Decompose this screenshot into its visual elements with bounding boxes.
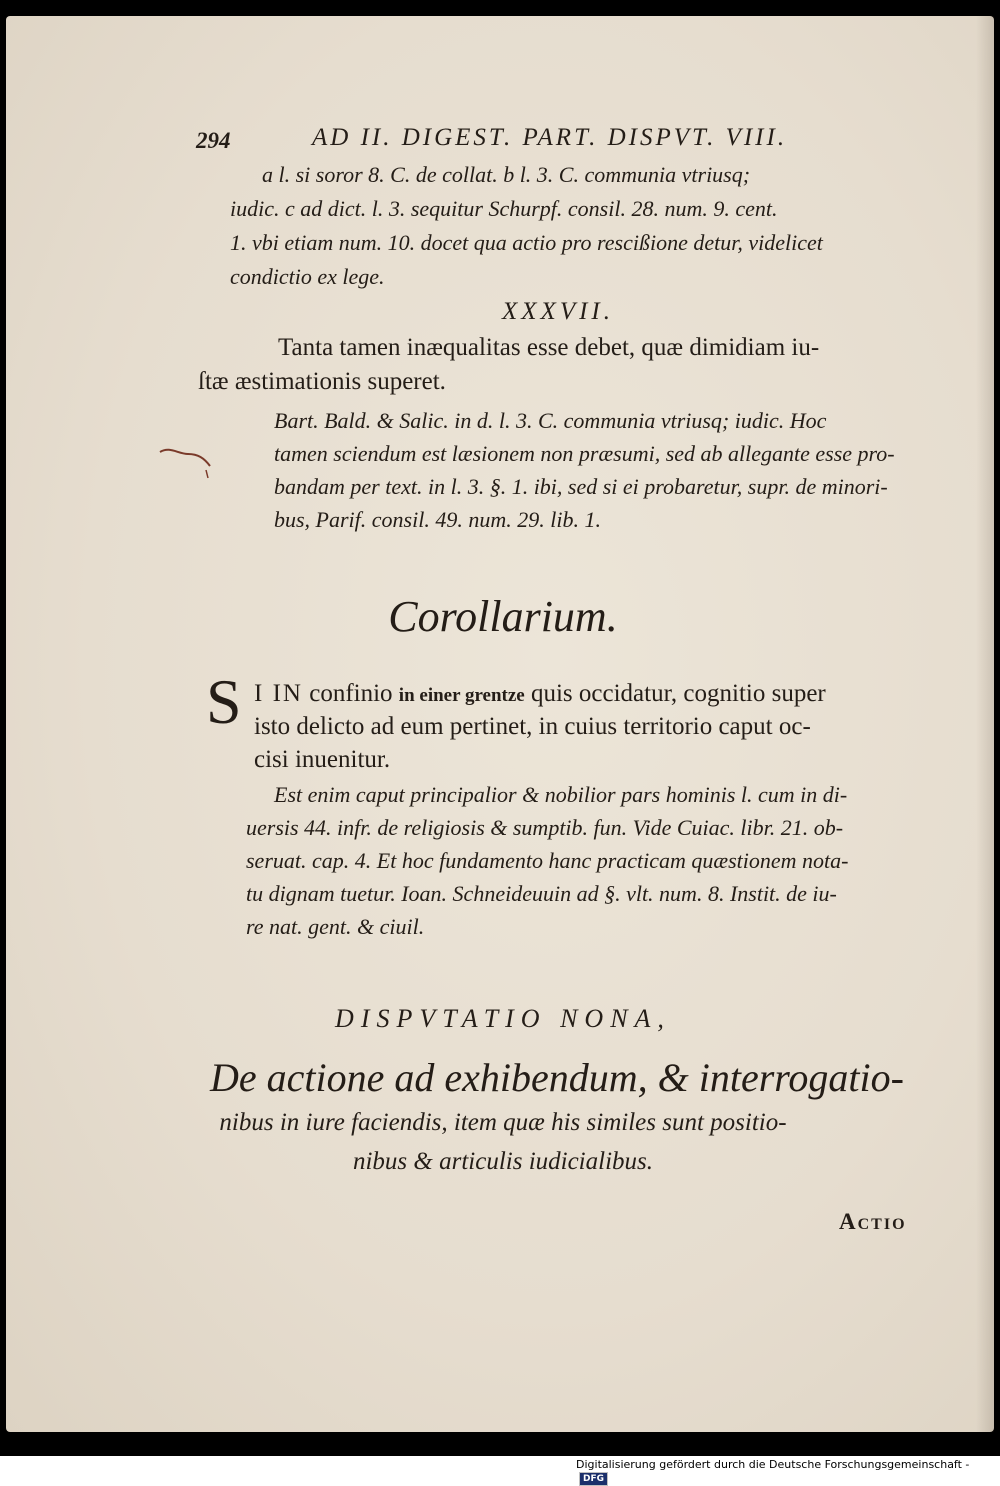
footer-text: Digitalisierung gefördert durch die Deutsche Forschungsgemeinschaft - bbox=[576, 1458, 970, 1471]
note-line: bandam per text. in l. 3. §. 1. ibi, sed si ei probaretur, supr. de minori- bbox=[274, 474, 888, 499]
note-line: bus, Parif. consil. 49. num. 29. lib. 1. bbox=[274, 507, 601, 532]
ink-marginal-mark bbox=[158, 440, 218, 480]
thesis-line: ſtæ æstimationis superet. bbox=[198, 368, 446, 395]
text-fragment: confinio bbox=[309, 680, 393, 707]
note-line: re nat. gent. & ciuil. bbox=[246, 914, 425, 939]
disputatio-heading: DISPVTATIO NONA, bbox=[335, 1004, 671, 1033]
note-line: a l. si soror 8. C. de collat. b l. 3. C. communia vtriusq; bbox=[262, 162, 751, 187]
note-line: 1. vbi etiam num. 10. docet qua actio pro rescißione detur, videlicet bbox=[230, 230, 823, 255]
section-numeral: XXXVII. bbox=[502, 298, 614, 325]
dfg-logo: DFG bbox=[579, 1472, 608, 1486]
text-fragment: quis occidatur, cognitio super bbox=[530, 680, 826, 707]
note-line: tu dignam tuetur. Ioan. Schneideuuin ad §. vlt. num. 8. Instit. de iu- bbox=[246, 881, 837, 906]
corollarium-line: isto delicto ad eum pertinet, in cuius territorio caput oc- bbox=[254, 713, 811, 740]
thesis-line: Tanta tamen inæqualitas esse debet, quæ dimidiam iu- bbox=[278, 334, 820, 361]
corollarium-heading: Corollarium. bbox=[388, 592, 618, 641]
disputatio-title-line: nibus in iure faciendis, item quæ his similes sunt positio- bbox=[219, 1109, 787, 1136]
german-gloss: in einer grentze bbox=[398, 685, 525, 706]
page-number: 294 bbox=[196, 128, 231, 153]
note-line: seruat. cap. 4. Et hoc fundamento hanc practicam quæstionem nota- bbox=[246, 848, 849, 873]
smallcaps-opening: I IN bbox=[254, 680, 303, 707]
running-title: AD II. DIGEST. PART. DISPVT. VIII. bbox=[312, 124, 788, 151]
corollarium-line: cisi inuenitur. bbox=[254, 746, 391, 773]
note-line: condictio ex lege. bbox=[230, 264, 385, 289]
note-line: uersis 44. infr. de religiosis & sumptib. fun. Vide Cuiac. libr. 21. ob- bbox=[246, 815, 844, 840]
disputatio-title-line: nibus & articulis iudicialibus. bbox=[352, 1148, 653, 1175]
drop-cap: S bbox=[206, 666, 242, 737]
note-line: tamen sciendum est læsionem non præsumi, sed ab allegante esse pro- bbox=[274, 441, 895, 466]
book-page bbox=[6, 16, 994, 1432]
note-line: iudic. c ad dict. l. 3. sequitur Schurpf. consil. 28. num. 9. cent. bbox=[230, 196, 778, 221]
digitization-footer bbox=[576, 1458, 1000, 1486]
corollarium-first-line bbox=[254, 680, 826, 708]
disputatio-title-line: De actione ad exhibendum, & interrogatio- bbox=[210, 1055, 904, 1100]
note-line: Bart. Bald. & Salic. in d. l. 3. C. communia vtriusq; iudic. Hoc bbox=[274, 408, 827, 433]
catchword: Actio bbox=[839, 1209, 907, 1234]
note-line: Est enim caput principalior & nobilior pars hominis l. cum in di- bbox=[274, 782, 848, 807]
